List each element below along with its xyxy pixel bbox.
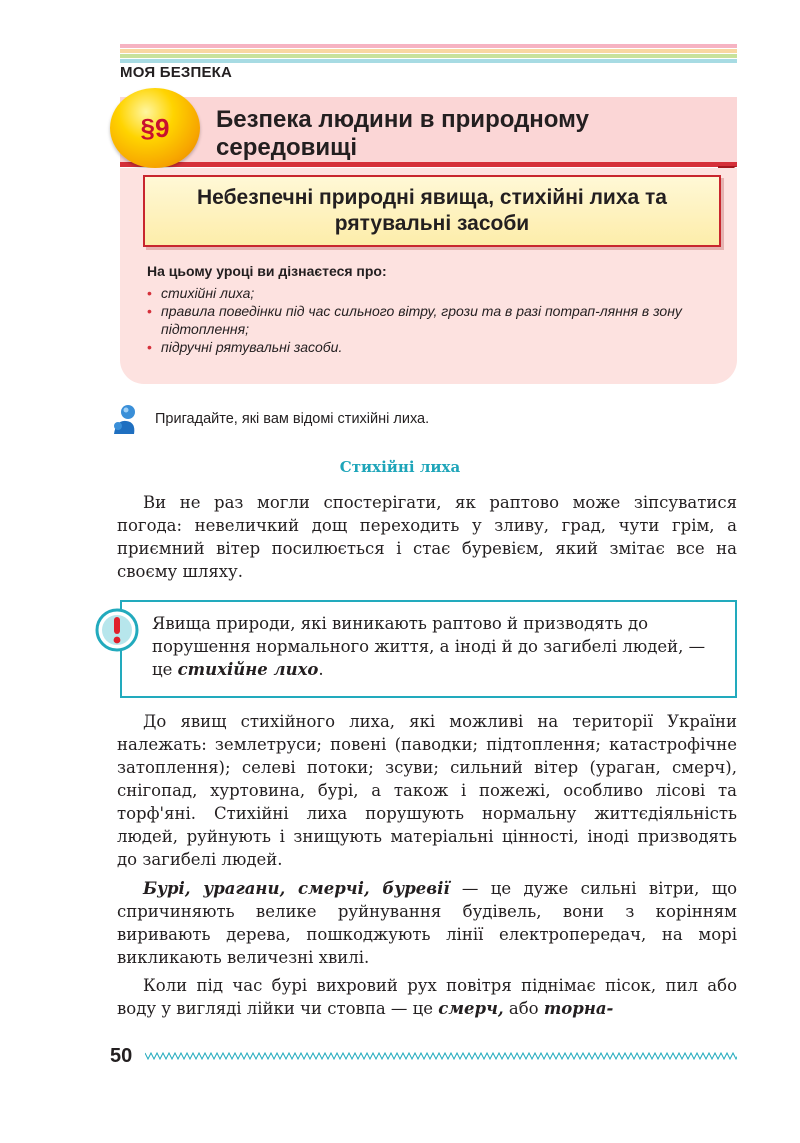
body-paragraph: До явищ стихійного лиха, які можливі на території України належать: землетруси; повені (паводки; підтоплення; катастрофічне затоплення); селеві потоки; зсуви; сильний вітер (ураган, смерч), снігопад, хуртовина, бурі, а також і пожежі, особливо лісові та торф'яні. Стихійні лиха порушують нормальну життєдіяльність людей, руйнують і знищують матеріальні цінності, іноді призводять до загибелі людей. — [117, 712, 737, 869]
term-storms: Бурі, урагани, смерчі, буревії — [143, 879, 450, 898]
exclamation-icon — [95, 608, 139, 652]
list-item-text: підручні рятувальні засоби. — [161, 339, 343, 355]
body-paragraph — [117, 877, 737, 969]
page-number: 50 — [110, 1045, 133, 1067]
thinking-person-icon — [110, 404, 142, 438]
paragraph-text: або — [503, 999, 544, 1018]
body-paragraph — [117, 974, 737, 1020]
paragraph-number-badge: §9 — [110, 88, 200, 168]
stripe — [120, 54, 737, 58]
stripe — [120, 44, 737, 48]
definition-text-end: . — [318, 660, 324, 679]
definition-term: стихійне лихо — [177, 660, 319, 679]
list-item-text: стихійні лиха; — [161, 285, 255, 301]
paragraph-text: Коли під час бурі вихровий рух повітря піднімає пісок, пил або воду у вигляді лійки чи стовпа — це — [117, 976, 737, 1018]
stripe — [120, 59, 737, 63]
footer-zigzag-line — [145, 1050, 737, 1062]
section-label: МОЯ БЕЗПЕКА — [120, 64, 233, 81]
list-item — [147, 284, 717, 302]
learn-list — [147, 284, 717, 356]
bullet: • — [147, 339, 152, 355]
definition-text-start: Явища природи, які виникають раптово й призводять до порушення нормального життя, а іноді й до загибелі людей, — це — [152, 614, 706, 679]
learn-heading: На цьому уроці ви дізнаєтеся про: — [147, 263, 387, 279]
term-smerch: смерч, — [438, 999, 504, 1018]
body-paragraph: Ви не раз могли спостерігати, як раптово може зіпсуватися погода: невеличкий дощ переходить у зливу, град, чути грім, а приємний вітер посилюється і стає буревієм, який змітає все на своєму шляху. — [117, 493, 737, 581]
recall-prompt: Пригадайте, які вам відомі стихійні лиха. — [155, 411, 430, 427]
lesson-subtitle: Небезпечні природні явища, стихійні лиха та рятувальні засоби — [143, 175, 721, 247]
section-heading: Стихійні лиха — [339, 458, 461, 476]
bullet: • — [147, 303, 152, 319]
list-item — [147, 302, 717, 338]
bullet: • — [147, 285, 152, 301]
stripe — [120, 49, 737, 53]
definition-text — [152, 612, 727, 681]
list-item-text: правила поведінки під час сильного вітру, грози та в разі потрап-ляння в зону підтоплення; — [161, 303, 682, 337]
header-color-stripes — [120, 44, 737, 62]
term-tornado: торна- — [543, 999, 614, 1018]
page-title: Безпека людини в природному середовищі — [216, 106, 589, 161]
paragraph-text: — це дуже сильні вітри, що спричиняють велике руйнування будівель, вони з корінням виривають дерева, пошкоджують лінії електропередач, на морі викликають величезні хвилі. — [117, 879, 738, 967]
list-item — [147, 338, 717, 356]
